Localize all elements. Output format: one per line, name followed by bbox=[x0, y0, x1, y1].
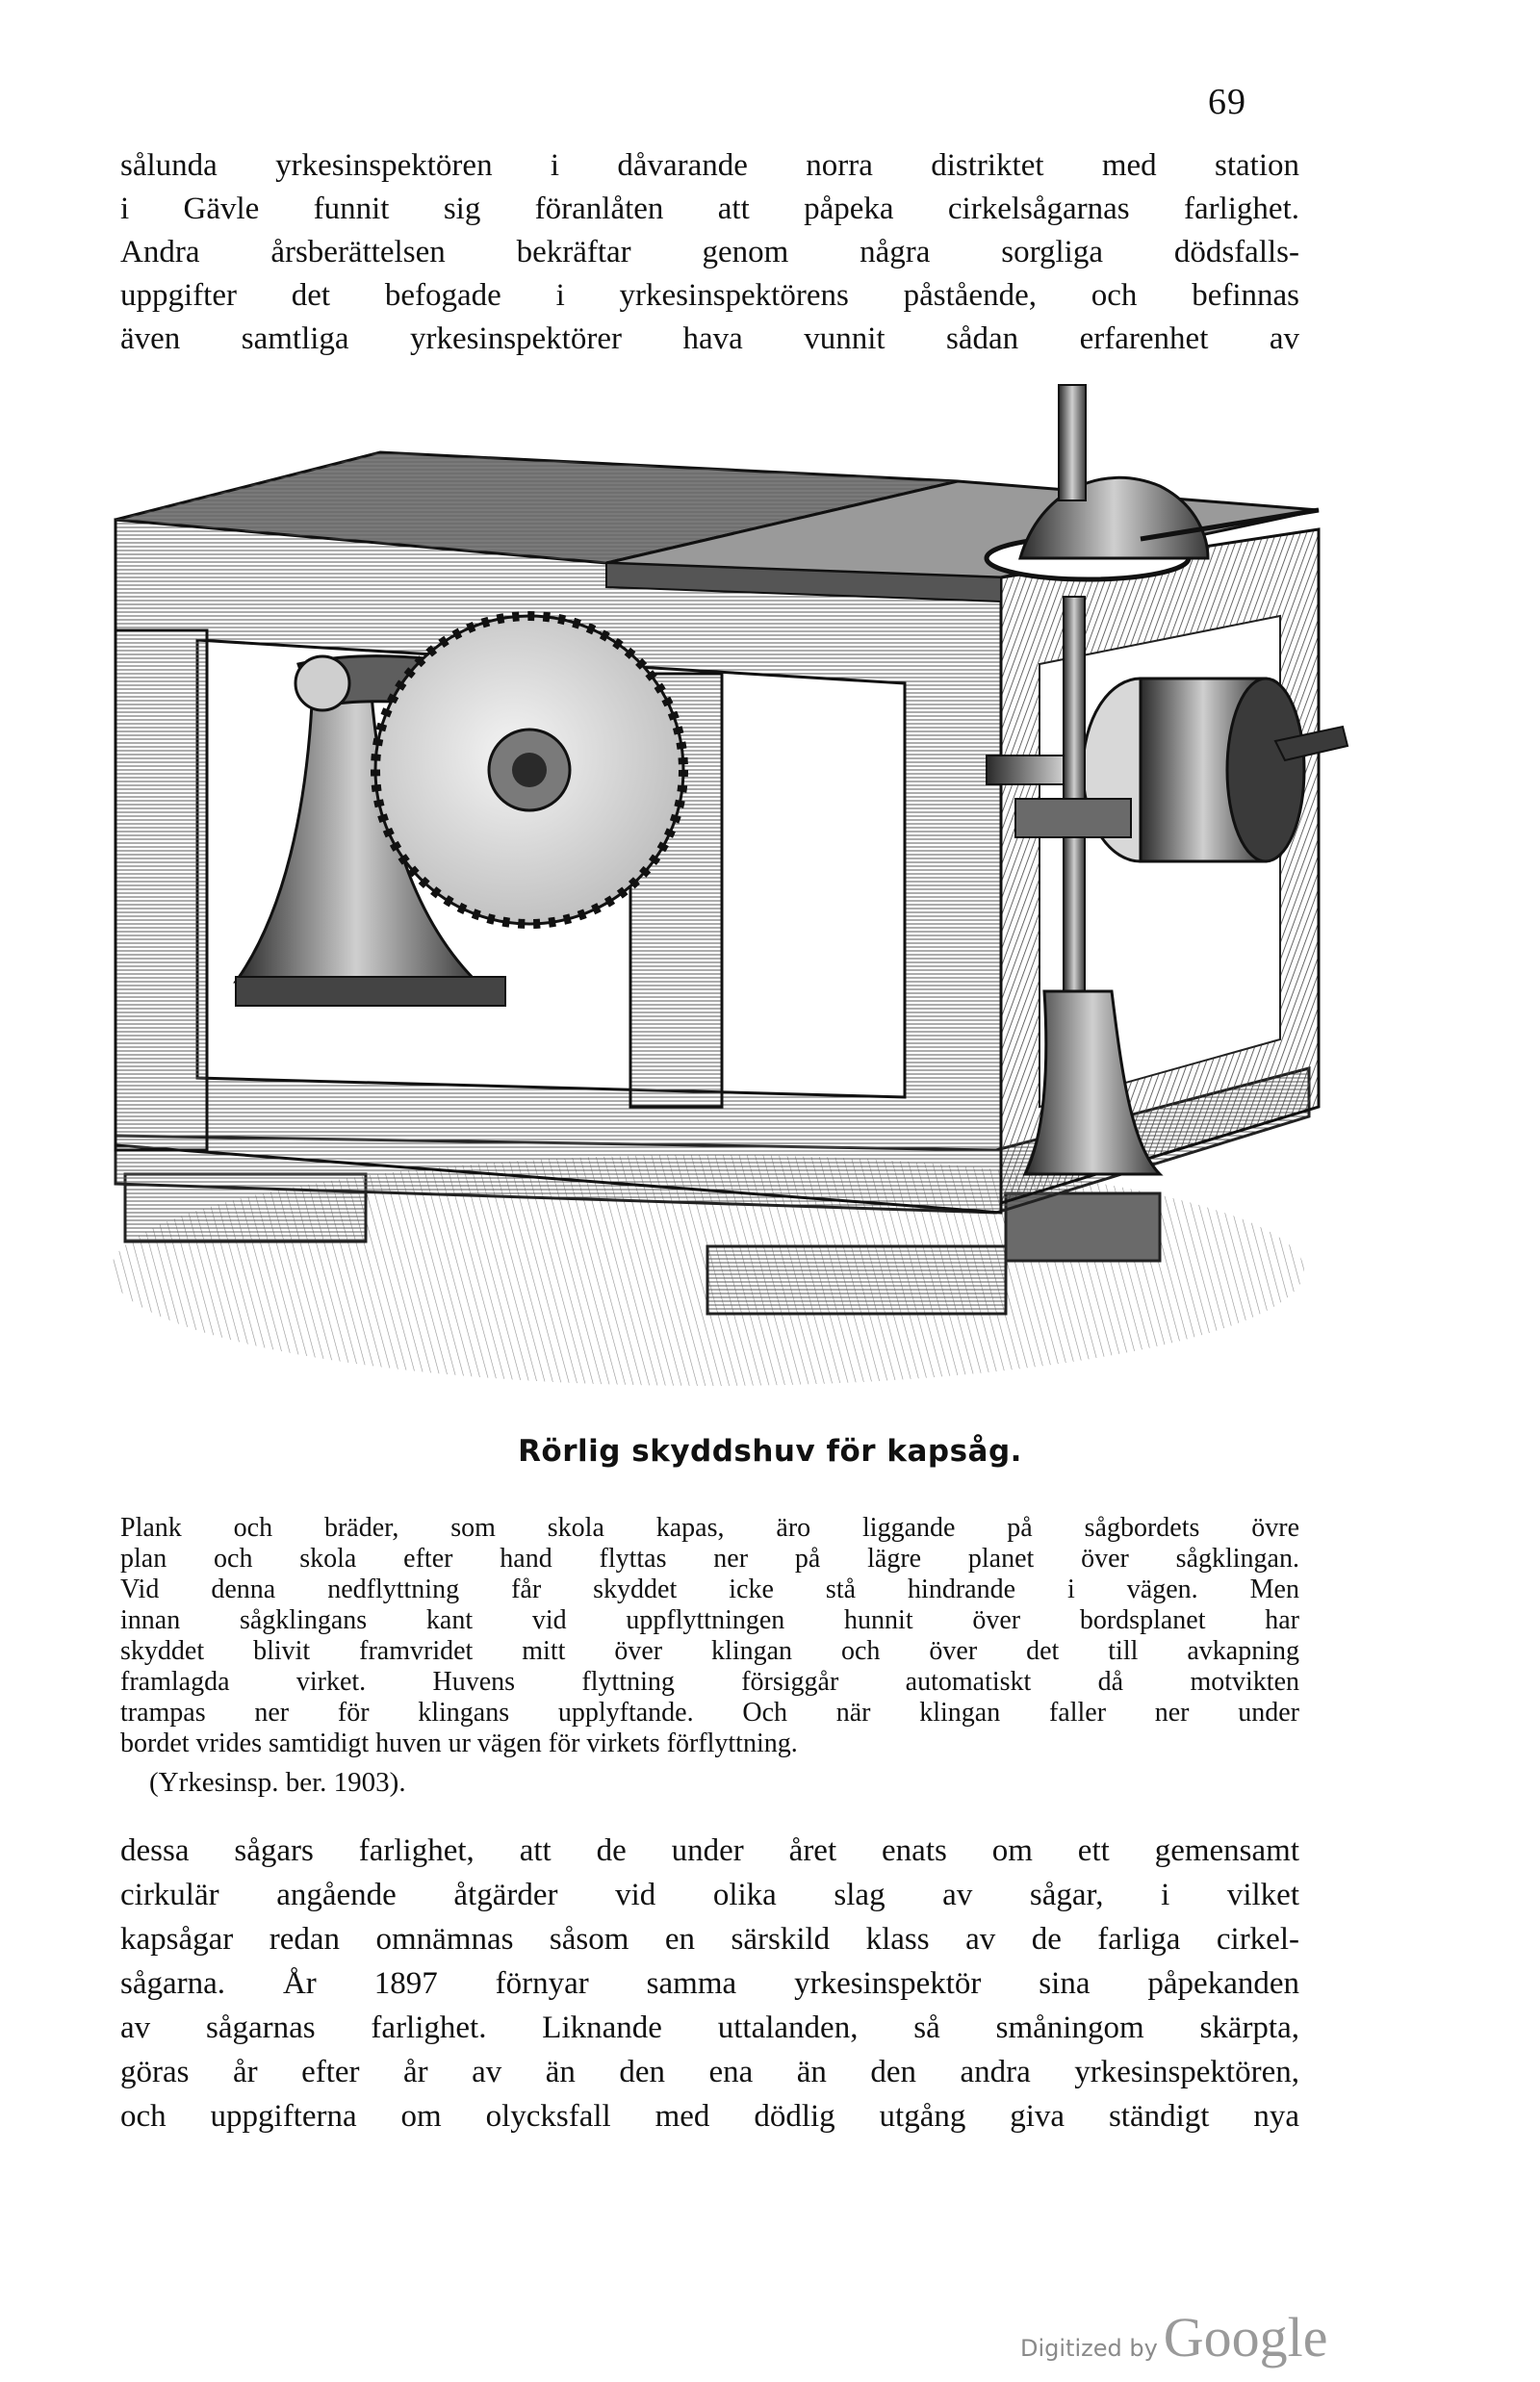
quote-line: bordet vrides samtidigt huven ur vägen för virkets förflyttning. bbox=[120, 1729, 798, 1758]
quote-source: (Yrkesinsp. ber. 1903). bbox=[149, 1767, 406, 1798]
quote-line: skyddet blivit framvridet mitt över klingan och över det till avkapning bbox=[120, 1636, 1299, 1666]
figure-caption: Rörlig skyddshuv för kapsåg. bbox=[518, 1434, 1022, 1469]
frame-left-post bbox=[116, 630, 207, 1150]
quote-line: framlagda virket. Huvens flyttning försiggår automatiskt då motvikten bbox=[120, 1667, 1299, 1697]
pulley-back bbox=[1227, 679, 1304, 861]
top-paragraph bbox=[120, 144, 1299, 361]
quote-line: innan sågklingans kant vid uppflyttningen hunnit över bordsplanet har bbox=[120, 1605, 1299, 1635]
page-number: 69 bbox=[1208, 82, 1246, 122]
text-line: sålunda yrkesinspektören i dåvarande norra distriktet med station bbox=[120, 148, 1299, 183]
quote-line: Plank och bräder, som skola kapas, äro liggande på sågbordets övre bbox=[120, 1513, 1299, 1543]
text-line: och uppgifterna om olycksfall med dödlig utgång giva ständigt nya bbox=[120, 2099, 1299, 2134]
digitized-watermark bbox=[1020, 2305, 1328, 2369]
text-line: cirkulär angående åtgärder vid olika slag av sågar, i vilket bbox=[120, 1878, 1299, 1912]
text-line: dessa sågars farlighet, att de under året enats om ett gemensamt bbox=[120, 1833, 1299, 1868]
circular-saw-illustration bbox=[91, 375, 1357, 1415]
google-logo: Google bbox=[1163, 2306, 1328, 2369]
text-line: uppgifter det befogade i yrkesinspektörens påstående, och befinnas bbox=[120, 278, 1299, 313]
text-line: sågarna. År 1897 förnyar samma yrkesinspektör sina påpekanden bbox=[120, 1966, 1299, 2001]
guard-rod bbox=[1059, 385, 1086, 500]
bearing-hub bbox=[295, 656, 349, 710]
text-line: även samtliga yrkesinspektörer hava vunnit sådan erfarenhet av bbox=[120, 321, 1299, 356]
text-line: göras år efter år av än den ena än den andra yrkesinspektören, bbox=[120, 2055, 1299, 2089]
bottom-paragraph bbox=[120, 1829, 1299, 2139]
saw-blade bbox=[375, 616, 683, 924]
lever-bracket bbox=[1015, 799, 1131, 837]
text-line: av sågarnas farlighet. Liknande uttalanden, så småningom skärpta, bbox=[120, 2011, 1299, 2045]
digitized-label: Digitized by bbox=[1020, 2335, 1158, 2362]
quote-line: plan och skola efter hand flyttas ner på lägre planet över sågklingan. bbox=[120, 1544, 1299, 1574]
text-line: i Gävle funnit sig föranlåten att påpeka cirkelsågarnas farlighet. bbox=[120, 192, 1299, 226]
text-line: kapsågar redan omnämnas såsom en särskild klass av de farliga cirkel- bbox=[120, 1922, 1299, 1957]
quote-line: Vid denna nedflyttning får skyddet icke stå hindrande i vägen. Men bbox=[120, 1575, 1299, 1604]
quote-line: trampas ner för klingans upplyftande. Och när klingan faller ner under bbox=[120, 1698, 1299, 1728]
text-line: Andra årsberättelsen bekräftar genom några sorgliga dödsfalls- bbox=[120, 235, 1299, 269]
figure-description bbox=[120, 1513, 1299, 1798]
pedestal-base bbox=[236, 977, 505, 1006]
foot-front bbox=[707, 1246, 1006, 1314]
